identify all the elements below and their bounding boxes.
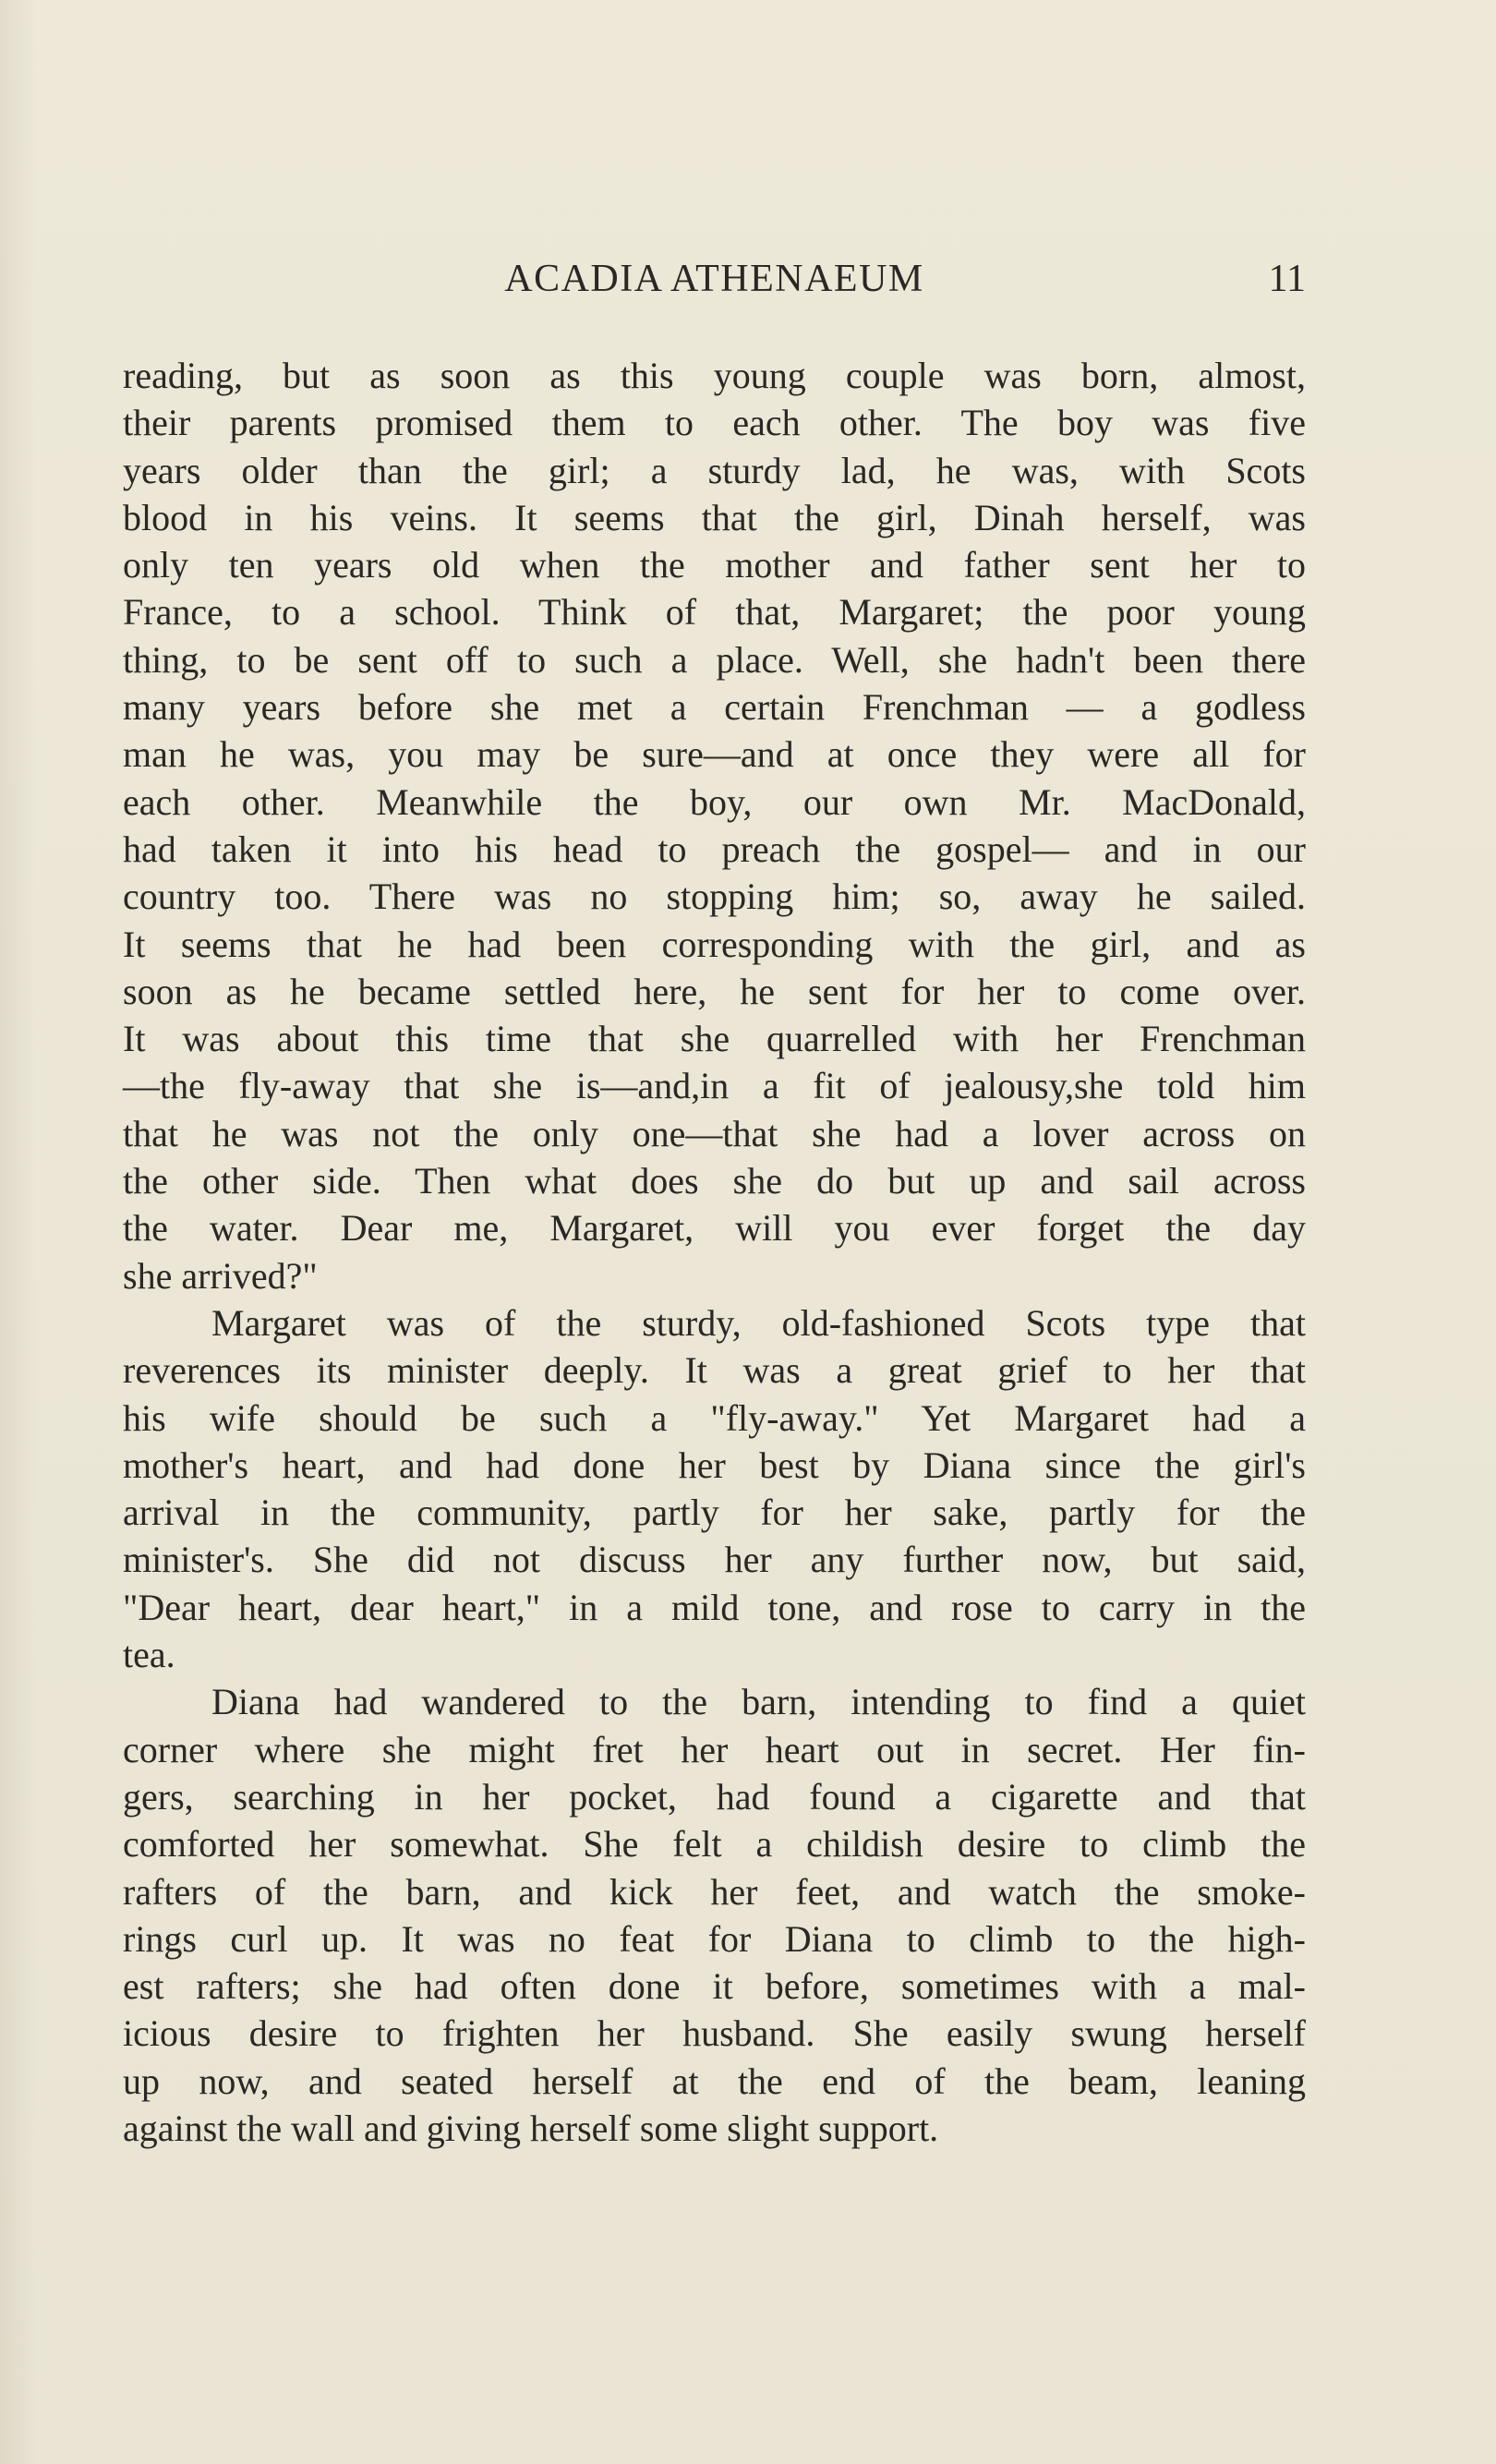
text-line: had taken it into his head to preach the gospel— and in our bbox=[123, 827, 1306, 870]
text-line: thing, to be sent off to such a place. Well, she hadn't been there bbox=[123, 638, 1306, 681]
text-line: Diana had wandered to the barn, intending to find a quiet bbox=[211, 1681, 1306, 1723]
text-line: minister's. She did not discuss her any further now, but said, bbox=[123, 1539, 1306, 1581]
text-line: gers, searching in her pocket, had found a cigarette and that bbox=[123, 1775, 1306, 1818]
text-line: reverences its minister deeply. It was a great grief to her that bbox=[123, 1349, 1306, 1392]
body-text bbox=[123, 352, 1306, 2152]
text-line: the water. Dear me, Margaret, will you ever forget the day bbox=[123, 1207, 1306, 1250]
text-line: their parents promised them to each other. The boy was five bbox=[123, 402, 1306, 444]
text-line: she arrived?" bbox=[123, 1254, 318, 1297]
text-line: It was about this time that she quarrelled with her Frenchman bbox=[123, 1018, 1306, 1060]
text-line: the other side. Then what does she do but up and sail across bbox=[123, 1160, 1306, 1202]
running-title: ACADIA ATHENAEUM bbox=[504, 258, 924, 300]
text-line: rings curl up. It was no feat for Diana to climb to the high- bbox=[123, 1917, 1306, 1960]
text-line: icious desire to frighten her husband. She easily swung herself bbox=[123, 2012, 1306, 2055]
text-line: arrival in the community, partly for her sake, partly for the bbox=[123, 1492, 1306, 1534]
text-line: —the fly-away that she is—and,in a fit of jealousy,she told him bbox=[123, 1065, 1306, 1107]
text-line: comforted her somewhat. She felt a childish desire to climb the bbox=[123, 1823, 1306, 1866]
text-line: mother's heart, and had done her best by Diana since the girl's bbox=[123, 1443, 1306, 1486]
text-line: "Dear heart, dear heart," in a mild tone, and rose to carry in the bbox=[123, 1586, 1306, 1628]
text-line: blood in his veins. It seems that the girl, Dinah herself, was bbox=[123, 496, 1306, 538]
text-line: tea. bbox=[123, 1634, 175, 1676]
text-line: each other. Meanwhile the boy, our own Mr. MacDonald, bbox=[123, 780, 1306, 823]
paragraph bbox=[123, 352, 1306, 1299]
paragraph bbox=[123, 1678, 1306, 2152]
text-line: France, to a school. Think of that, Margaret; the poor young bbox=[123, 591, 1306, 634]
text-line: man he was, you may be sure—and at once they were all for bbox=[123, 733, 1306, 776]
text-line: against the wall and giving herself some slight support. bbox=[123, 2107, 939, 2149]
text-line: years older than the girl; a sturdy lad, he was, with Scots bbox=[123, 449, 1306, 491]
text-line: rafters of the barn, and kick her feet, and watch the smoke- bbox=[123, 1870, 1306, 1913]
text-line: reading, but as soon as this young couple was born, almost, bbox=[123, 355, 1306, 396]
page-number: 11 bbox=[1268, 258, 1306, 300]
text-line: country too. There was no stopping him; so, away he sailed. bbox=[123, 876, 1306, 918]
text-line: est rafters; she had often done it before, sometimes with a mal- bbox=[123, 1965, 1306, 2008]
text-line: soon as he became settled here, he sent for her to come over. bbox=[123, 970, 1306, 1012]
text-line: his wife should be such a "fly-away." Yet Margaret had a bbox=[123, 1396, 1306, 1439]
text-line: only ten years old when the mother and father sent her to bbox=[123, 544, 1306, 586]
text-line: It seems that he had been corresponding with the girl, and as bbox=[123, 923, 1306, 965]
paragraph bbox=[123, 1299, 1306, 1678]
page-header bbox=[123, 255, 1306, 303]
text-line: that he was not the only one—that she had a lover across on bbox=[123, 1112, 1306, 1154]
text-line: up now, and seated herself at the end of the beam, leaning bbox=[123, 2059, 1306, 2102]
text-line: corner where she might fret her heart out in secret. Her fin- bbox=[123, 1728, 1306, 1770]
text-line: many years before she met a certain Frenchman — a godless bbox=[123, 686, 1306, 729]
text-line: Margaret was of the sturdy, old-fashioned Scots type that bbox=[211, 1301, 1306, 1344]
